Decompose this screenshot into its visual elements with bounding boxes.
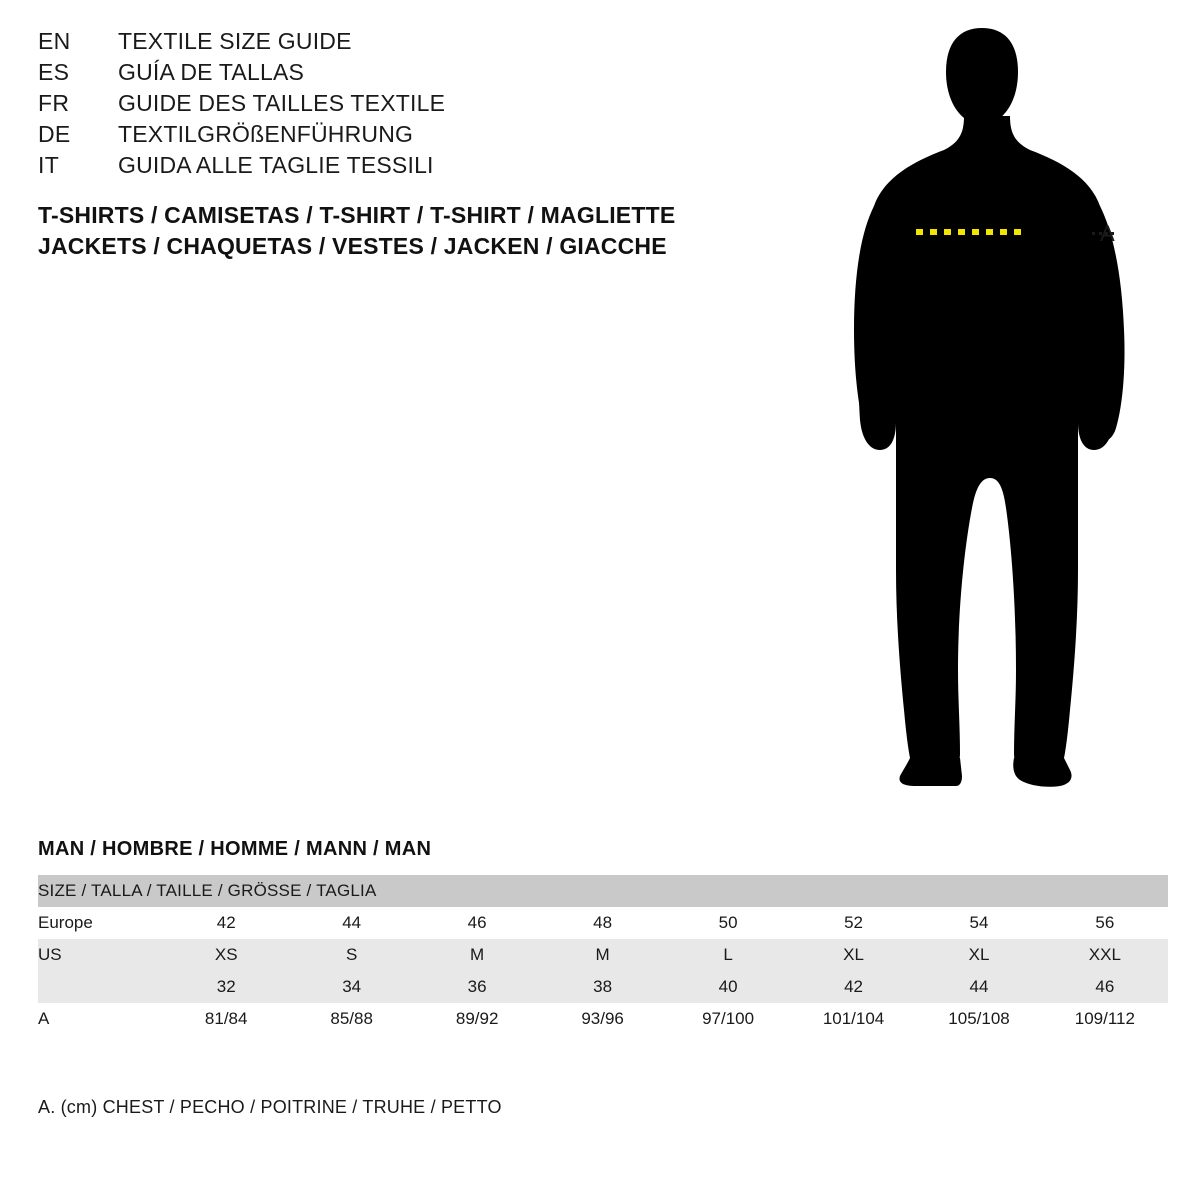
cell-value: 32	[163, 971, 288, 1003]
cell-value: 81/84	[163, 1003, 288, 1035]
category-tshirts: T-SHIRTS / CAMISETAS / T-SHIRT / T-SHIRT / MAGLIETTE	[38, 202, 676, 228]
language-code: ES	[38, 59, 70, 85]
cell-value: 42	[791, 971, 916, 1003]
cell-value: 42	[163, 907, 288, 939]
cell-value: 46	[414, 907, 539, 939]
cell-value: L	[665, 939, 790, 971]
language-code: DE	[38, 121, 71, 147]
language-code: FR	[38, 90, 70, 116]
language-code: EN	[38, 28, 71, 54]
cell-value: 38	[540, 971, 665, 1003]
cell-value: 97/100	[665, 1003, 790, 1035]
silhouette-svg	[840, 10, 1180, 790]
category-jackets: JACKETS / CHAQUETAS / VESTES / JACKEN / GIACCHE	[38, 233, 667, 259]
cell-value: 52	[791, 907, 916, 939]
body-silhouette-figure	[840, 10, 1180, 790]
table-row	[38, 907, 1168, 939]
table-row	[38, 939, 1168, 971]
cell-value: M	[540, 939, 665, 971]
language-code: IT	[38, 152, 60, 178]
cell-value: S	[289, 939, 414, 971]
table-row	[38, 1003, 1168, 1035]
cell-value: 44	[916, 971, 1041, 1003]
cell-value: 85/88	[289, 1003, 414, 1035]
cell-value: XL	[791, 939, 916, 971]
cell-value: 56	[1042, 907, 1168, 939]
cell-value: 50	[665, 907, 790, 939]
cell-value: 101/104	[791, 1003, 916, 1035]
language-row	[38, 28, 758, 59]
size-header-label: SIZE / TALLA / TAILLE / GRÖSSE / TAGLIA	[38, 875, 1168, 907]
cell-value: 109/112	[1042, 1003, 1168, 1035]
footnote-chest: A. (cm) CHEST / PECHO / POITRINE / TRUHE / PETTO	[38, 1097, 502, 1117]
cell-value: 93/96	[540, 1003, 665, 1035]
cell-value: 40	[665, 971, 790, 1003]
row-label-a: A	[38, 1003, 163, 1035]
table-header-row	[38, 875, 1168, 907]
language-title: TEXTILE SIZE GUIDE	[118, 28, 352, 54]
language-row	[38, 121, 758, 152]
size-table	[38, 875, 1168, 1035]
language-row	[38, 59, 758, 90]
cell-value: 46	[1042, 971, 1168, 1003]
gender-title: MAN / HOMBRE / HOMME / MANN / MAN	[38, 838, 432, 860]
cell-value: 105/108	[916, 1003, 1041, 1035]
cell-value: XXL	[1042, 939, 1168, 971]
cell-value: XL	[916, 939, 1041, 971]
category-block	[38, 200, 758, 262]
language-title: GUIDE DES TAILLES TEXTILE	[118, 90, 446, 116]
language-title: GUIDA ALLE TAGLIE TESSILI	[118, 152, 434, 178]
language-row	[38, 152, 758, 183]
size-table-section	[38, 838, 1168, 1035]
row-label-europe: Europe	[38, 907, 163, 939]
header-block	[38, 28, 758, 262]
language-title: TEXTILGRÖßENFÜHRUNG	[118, 121, 414, 147]
cell-value: 54	[916, 907, 1041, 939]
row-label-blank	[38, 971, 163, 1003]
cell-value: 34	[289, 971, 414, 1003]
cell-value: 89/92	[414, 1003, 539, 1035]
table-row	[38, 971, 1168, 1003]
language-row	[38, 90, 758, 121]
language-title: GUÍA DE TALLAS	[118, 59, 305, 85]
cell-value: M	[414, 939, 539, 971]
cell-value: 36	[414, 971, 539, 1003]
cell-value: XS	[163, 939, 288, 971]
row-label-us: US	[38, 939, 163, 971]
cell-value: 44	[289, 907, 414, 939]
measure-label-a: A	[1100, 221, 1115, 246]
cell-value: 48	[540, 907, 665, 939]
